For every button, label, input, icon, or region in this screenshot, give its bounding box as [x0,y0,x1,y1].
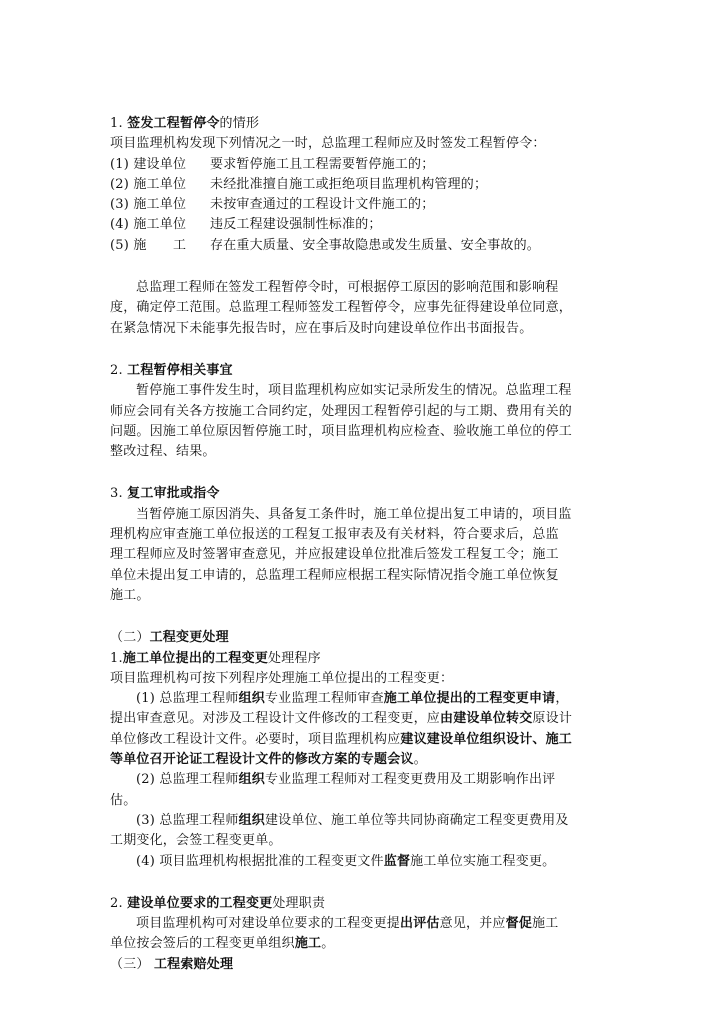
paragraph-line: (2) 总监理工程师组织专业监理工程师对工程变更费用及工期影响作出评 [136,772,556,788]
paragraph-line: 单位未提出复工申请的，总监理工程师应根据工程实际情况指令施工单位恢复 [110,567,559,583]
paragraph-line: 施工。 [110,587,150,603]
paragraph-line: 单位修改工程设计文件。必要时，项目监理机构应建议建设单位组织设计、施工 [110,731,573,747]
paragraph-line: 当暂停施工原因消失、具备复工条件时，施工单位提出复工申请的，项目监 [136,506,572,522]
paragraph-line: 总监理工程师在签发工程暂停令时，可根据停工原因的影响范围和影响程 [136,280,559,296]
paragraph-line: 在紧急情况下未能事先报告时，应在事后及时向建设单位作出书面报告。 [110,320,533,336]
section-heading-claims: （三） 工程索赔处理 [110,956,234,972]
section-3-title: 3. 复工审批或指令 [110,486,220,502]
paragraph-line: 估。 [110,792,137,808]
paragraph-line: 工期变化，会签工程变更单。 [110,833,282,849]
paragraph-line: (3) 总监理工程师组织建设单位、施工单位等共同协商确定工程变更费用及 [136,812,569,828]
paragraph-line: 问题。因施工单位原因暂停施工时，项目监理机构应检查、验收施工单位的停工 [110,423,573,439]
section-heading-change: （二）工程变更处理 [110,630,229,646]
paragraph-line: 理工程师应及时签署审查意见，并应报建设单位批准后签发工程复工令；施工 [110,547,559,563]
paragraph-line: 暂停施工事件发生时，项目监理机构应如实记录所发生的情况。总监理工程 [136,383,572,399]
paragraph-line: 项目监理机构可对建设单位要求的工程变更提出评估意见，并应督促施工 [136,916,559,932]
subsection-intro: 项目监理机构可按下列程序处理施工单位提出的工程变更： [110,670,454,686]
paragraph-line: (1) 总监理工程师组织专业监理工程师审查施工单位提出的工程变更申请， [136,691,569,707]
spacer [110,606,620,628]
paragraph-line: 理机构应审查施工单位报送的工程复工报审表及有关材料，符合要求后，总监 [110,527,559,543]
spacer [110,256,620,278]
spacer [110,872,620,894]
paragraph-line: 单位按会签后的工程变更单组织施工。 [110,936,335,952]
subsection-1-title: 1.施工单位提出的工程变更处理程序 [110,650,321,666]
subsection-2-title: 2. 建设单位要求的工程变更处理职责 [110,895,326,911]
list-item: (3) 施工单位 未按审查通过的工程设计文件施工的； [110,197,435,213]
list-item: (4) 施工单位 违反工程建设强制性标准的； [110,217,382,233]
document-page [110,114,620,975]
paragraph-line: 整改过程、结果。 [110,444,216,460]
paragraph-line: 提出审查意见。对涉及工程设计文件修改的工程变更，应由建设单位转交原设计 [110,711,573,727]
paragraph-line: 师应会同有关各方按施工合同约定，处理因工程暂停引起的与工期、费用有关的 [110,403,573,419]
section-2-title: 2. 工程暂停相关事宜 [110,362,233,378]
section-1-title: 1. 签发工程暂停令的情形 [110,116,260,131]
section-1-intro: 项目监理机构发现下列情况之一时，总监理工程师应及时签发工程暂停令： [110,136,546,152]
paragraph-line: 等单位召开论证工程设计文件的修改方案的专题会议。 [110,752,427,768]
paragraph-line: (4) 项目监理机构根据批准的工程变更文件监督施工单位实施工程变更。 [136,853,556,869]
list-item: (2) 施工单位 未经批准擅自施工或拒绝项目监理机构管理的； [110,176,488,192]
spacer [110,339,620,361]
list-item: (1) 建设单位 要求暂停施工且工程需要暂停施工的； [110,156,435,172]
paragraph-line: 度，确定停工范围。总监理工程师签发工程暂停令，应事先征得建设单位同意， [110,300,573,316]
spacer [110,462,620,484]
list-item: (5) 施 工 存在重大质量、安全事故隐患或发生质量、安全事故的。 [110,237,541,253]
